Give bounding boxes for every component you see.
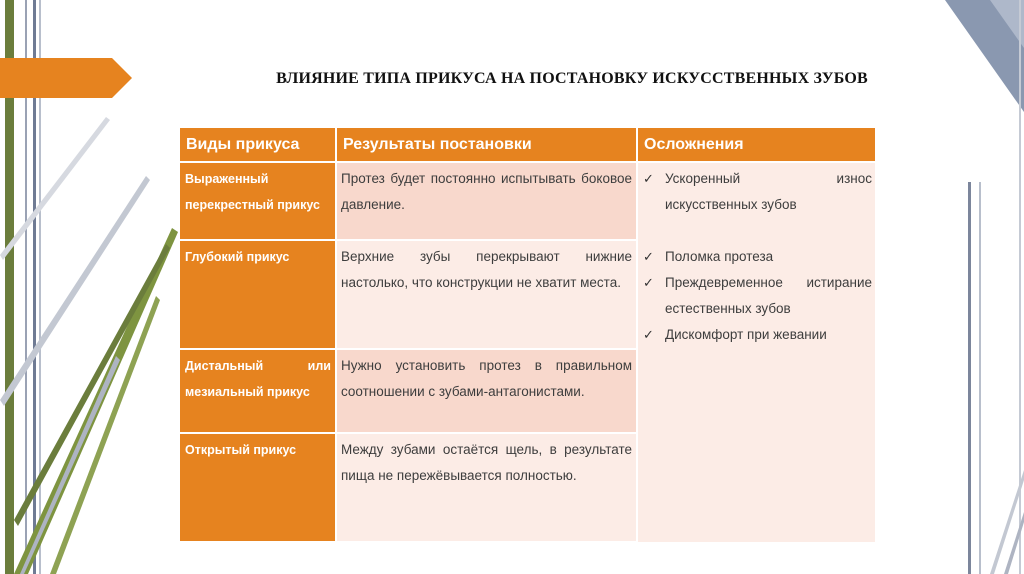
- right-gray-line: [968, 182, 971, 574]
- bite-type-cell: Открытый прикус: [180, 433, 336, 542]
- complication-text: Преждевременное истирание естественных зубов: [665, 275, 872, 316]
- check-mark-icon: ✓: [643, 275, 654, 290]
- slide-title: ВЛИЯНИЕ ТИПА ПРИКУСА НА ПОСТАНОВКУ ИСКУССТВЕННЫХ ЗУБОВ: [276, 70, 868, 87]
- right-gray-line-2: [979, 182, 981, 574]
- check-mark-icon: ✓: [643, 249, 654, 264]
- bite-type-cell: Глубокий прикус: [180, 240, 336, 349]
- list-item: [641, 322, 872, 348]
- check-mark-icon: ✓: [643, 171, 654, 186]
- bite-types-table: [180, 128, 875, 543]
- complication-text: Дискомфорт при жевании: [665, 327, 827, 342]
- bite-type-cell: Дистальный или мезиальный прикус: [180, 349, 336, 433]
- result-cell: Протез будет постоянно испытывать боковое давление.: [336, 162, 637, 240]
- table-header-row: [180, 128, 875, 162]
- complications-cell: [637, 162, 875, 542]
- table-row: [180, 162, 875, 240]
- header-bite-types: Виды прикуса: [180, 128, 336, 162]
- list-item: [641, 166, 872, 244]
- list-item: [641, 270, 872, 322]
- bite-type-cell: Выраженный перекрестный прикус: [180, 162, 336, 240]
- green-stroke-1: [14, 228, 178, 574]
- list-item: [641, 244, 872, 270]
- result-cell: Верхние зубы перекрывают нижние настолько, что конструкции не хватит места.: [336, 240, 637, 349]
- green-stroke-2: [14, 244, 170, 526]
- header-complications: Осложнения: [637, 128, 875, 162]
- result-cell: Между зубами остаётся щель, в результате пища не пережёвывается полностью.: [336, 433, 637, 542]
- complication-text: Поломка протеза: [665, 249, 774, 264]
- header-results: Результаты постановки: [336, 128, 637, 162]
- gray-stroke-3: [0, 117, 110, 260]
- table: [180, 128, 875, 543]
- complications-list: [641, 166, 872, 348]
- right-stroke-1: [990, 470, 1024, 574]
- check-mark-icon: ✓: [643, 327, 654, 342]
- result-cell: Нужно установить протез в правильном соотношении с зубами-антагонистами.: [336, 349, 637, 433]
- complication-text: Ускоренный износ искусственных зубов: [665, 171, 872, 212]
- orange-arrow-banner: [0, 58, 132, 98]
